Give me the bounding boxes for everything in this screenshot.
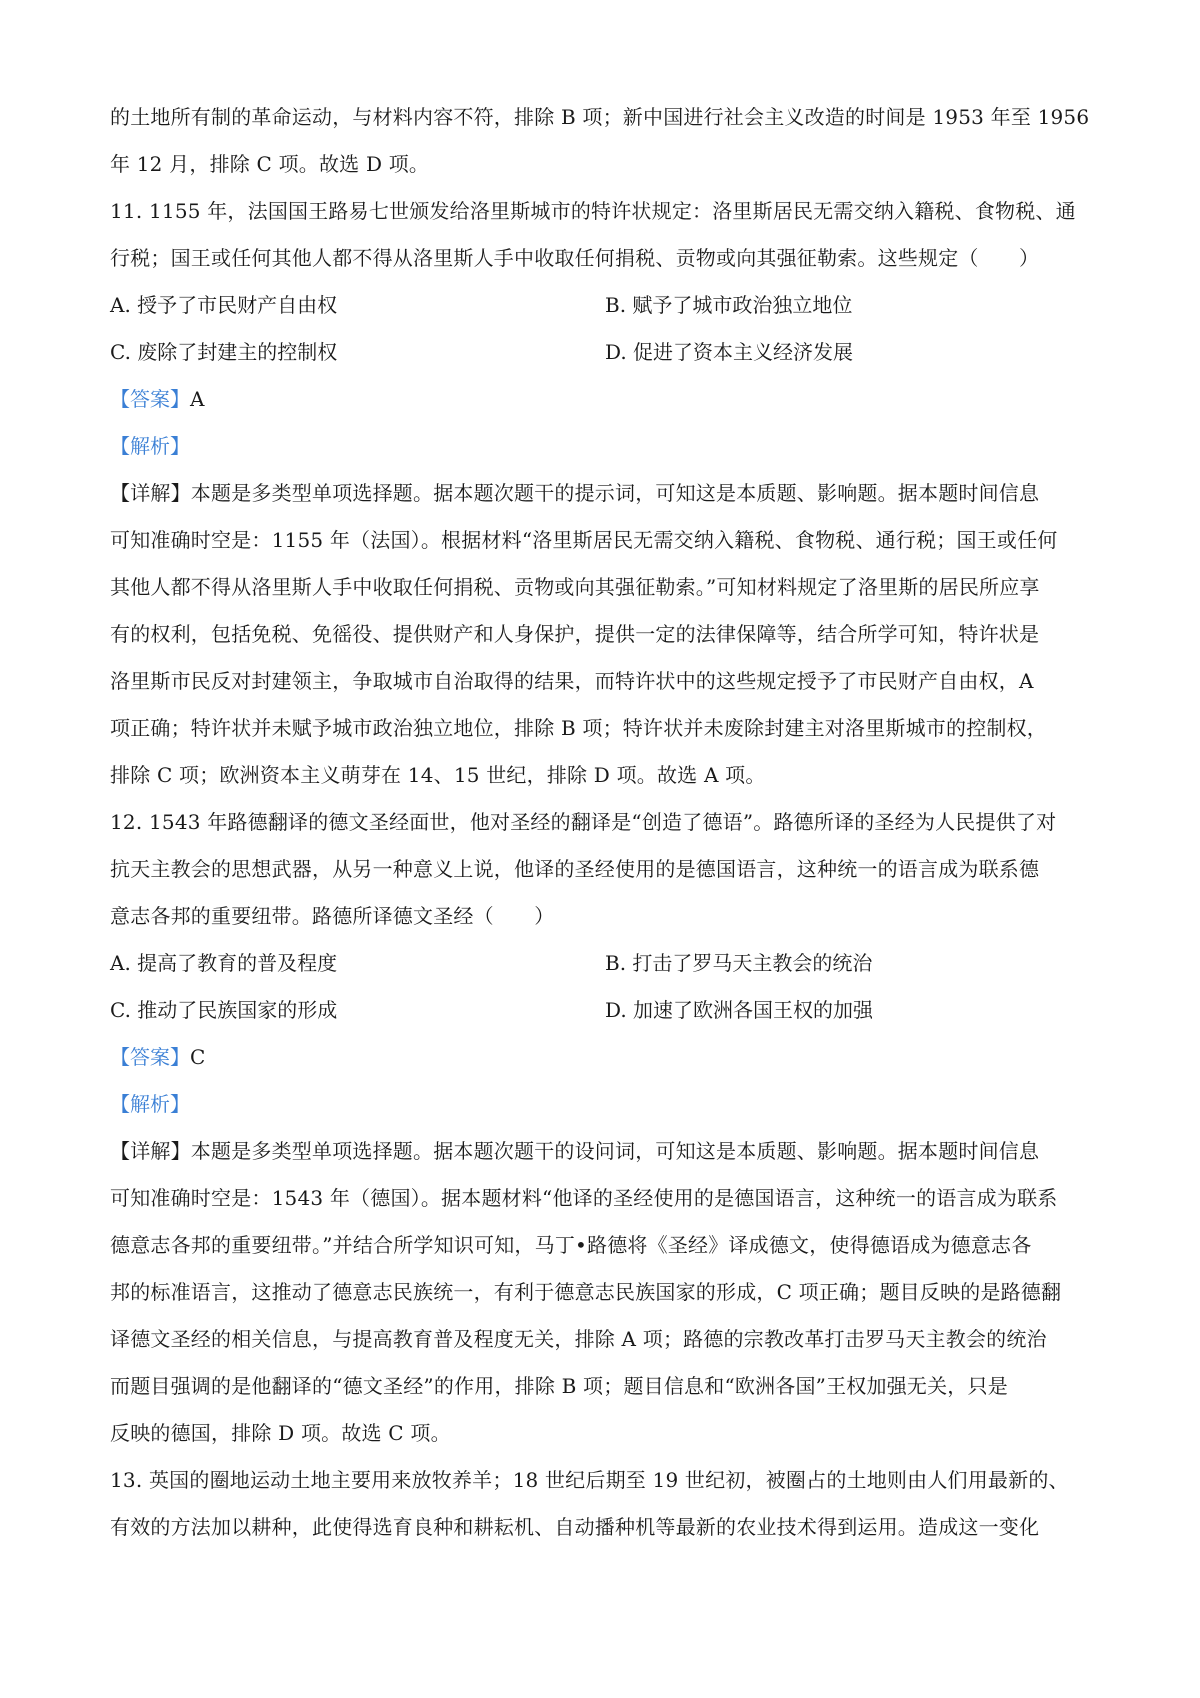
detail-line: 有的权利，包括免税、免徭役、提供财产和人身保护，提供一定的法律保障等，结合所学可知，特许状是: [110, 622, 1040, 646]
answer-row: [110, 376, 1100, 423]
question-11: [110, 188, 1100, 799]
document-page: [110, 94, 1100, 1551]
question-stem-line: 12. 1543 年路德翻译的德文圣经面世，他对圣经的翻译是“创造了德语”。路德所译的圣经为人民提供了对: [110, 810, 1057, 834]
option-a: A. 授予了市民财产自由权: [110, 293, 338, 317]
option-d: D. 促进了资本主义经济发展: [605, 340, 854, 364]
intro-block: [110, 94, 1100, 188]
answer-label: 【答案】: [110, 387, 190, 411]
detail-line: 反映的德国，排除 D 项。故选 C 项。: [110, 1421, 451, 1445]
option-c: C. 推动了民族国家的形成: [110, 998, 338, 1022]
detail-line: 排除 C 项；欧洲资本主义萌芽在 14、15 世纪，排除 D 项。故选 A 项。: [110, 763, 766, 787]
analysis-row: [110, 423, 1100, 470]
analysis-row: [110, 1081, 1100, 1128]
question-stem-line: 13. 英国的圈地运动土地主要用来放牧养羊；18 世纪后期至 19 世纪初，被圈占的土地则由人们用最新的、: [110, 1468, 1069, 1492]
detail-line: 其他人都不得从洛里斯人手中收取任何捐税、贡物或向其强征勒索。”可知材料规定了洛里斯的居民所应享: [110, 575, 1040, 599]
detail-line: 可知准确时空是：1543 年（德国）。据本题材料“他译的圣经使用的是德国语言，这种统一的语言成为联系: [110, 1186, 1058, 1210]
analysis-label: 【解析】: [110, 434, 190, 458]
text-line: 年 12 月，排除 C 项。故选 D 项。: [110, 152, 430, 176]
option-a: A. 提高了教育的普及程度: [110, 951, 338, 975]
detail-line: 项正确；特许状并未赋予城市政治独立地位，排除 B 项；特许状并未废除封建主对洛里斯城市的控制权，: [110, 716, 1048, 740]
answer-row: [110, 1034, 1100, 1081]
option-d: D. 加速了欧洲各国王权的加强: [605, 998, 874, 1022]
detail-line: 【详解】本题是多类型单项选择题。据本题次题干的设问词，可知这是本质题、影响题。据本题时间信息: [110, 1139, 1040, 1163]
question-stem-line: 抗天主教会的思想武器，从另一种意义上说，他译的圣经使用的是德国语言，这种统一的语言成为联系德: [110, 857, 1040, 881]
detail-line: 洛里斯市民反对封建领主，争取城市自治取得的结果，而特许状中的这些规定授予了市民财产自由权，A: [110, 669, 1034, 693]
option-c: C. 废除了封建主的控制权: [110, 340, 338, 364]
question-stem-line: 11. 1155 年，法国国王路易七世颁发给洛里斯城市的特许状规定：洛里斯居民无需交纳入籍税、食物税、通: [110, 199, 1076, 223]
question-stem-line: 行税；国王或任何其他人都不得从洛里斯人手中收取任何捐税、贡物或向其强征勒索。这些规定（ ）: [110, 246, 1040, 270]
question-stem-line: 意志各邦的重要纽带。路德所译德文圣经（ ）: [110, 904, 555, 928]
text-line: 的土地所有制的革命运动，与材料内容不符，排除 B 项；新中国进行社会主义改造的时间是 1953 年至 1956: [110, 105, 1090, 129]
question-stem-line: 有效的方法加以耕种，此使得选育良种和耕耘机、自动播种机等最新的农业技术得到运用。造成这一变化: [110, 1515, 1040, 1539]
question-13: [110, 1457, 1100, 1551]
detail-line: 邦的标准语言，这推动了德意志民族统一，有利于德意志民族国家的形成，C 项正确；题目反映的是路德翻: [110, 1280, 1062, 1304]
answer-value: A: [190, 387, 205, 411]
question-12: [110, 799, 1100, 1457]
answer-value: C: [190, 1045, 206, 1069]
analysis-label: 【解析】: [110, 1092, 190, 1116]
detail-line: 译德文圣经的相关信息，与提高教育普及程度无关，排除 A 项；路德的宗教改革打击罗马天主教会的统治: [110, 1327, 1047, 1351]
options-grid: [110, 282, 1100, 376]
detail-line: 【详解】本题是多类型单项选择题。据本题次题干的提示词，可知这是本质题、影响题。据本题时间信息: [110, 481, 1040, 505]
detail-line: 可知准确时空是：1155 年（法国）。根据材料“洛里斯居民无需交纳入籍税、食物税、通行税；国王或任何: [110, 528, 1058, 552]
options-grid: [110, 940, 1100, 1034]
answer-label: 【答案】: [110, 1045, 190, 1069]
detail-line: 而题目强调的是他翻译的“德文圣经”的作用，排除 B 项；题目信息和“欧洲各国”王权加强无关，只是: [110, 1374, 1008, 1398]
option-b: B. 赋予了城市政治独立地位: [605, 293, 853, 317]
detail-line: 德意志各邦的重要纽带。”并结合所学知识可知，马丁•路德将《圣经》译成德文，使得德语成为德意志各: [110, 1233, 1032, 1257]
option-b: B. 打击了罗马天主教会的统治: [605, 951, 873, 975]
